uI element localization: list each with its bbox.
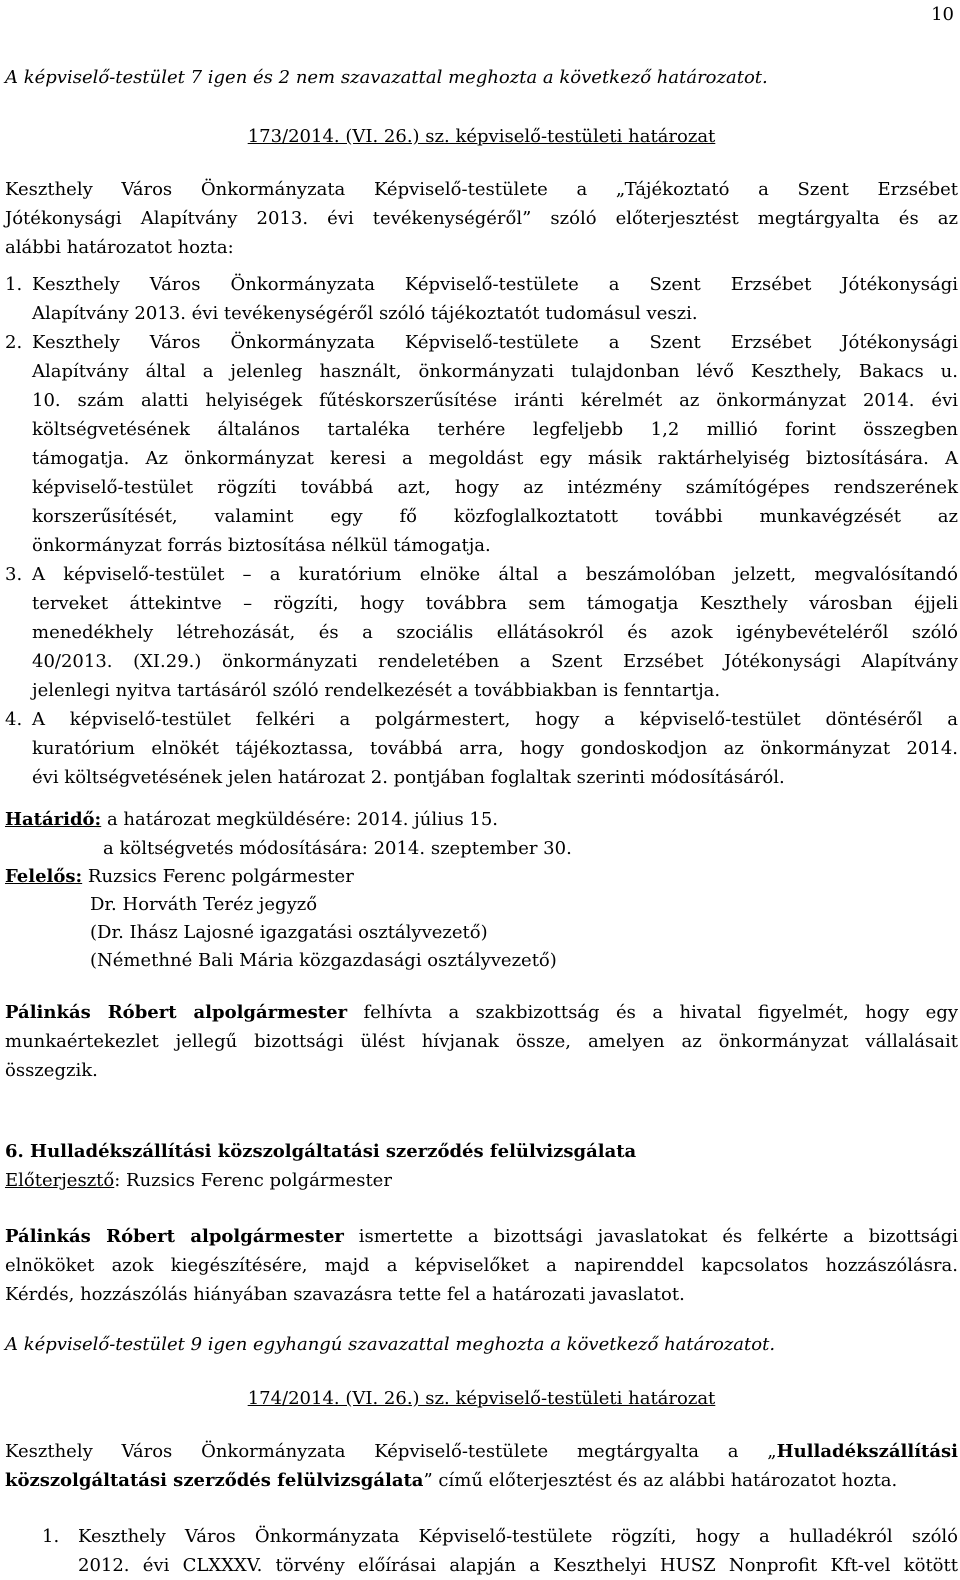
responsible-4: (Némethné Bali Mária közgazdasági osztályvezető) (90, 950, 557, 971)
speaker-name: Pálinkás Róbert alpolgármester (5, 1002, 348, 1023)
section-6-heading: 6. Hulladékszállítási közszolgáltatási szerződés felülvizsgálata (5, 1141, 637, 1162)
item-number: 4. (5, 709, 23, 730)
resolution-173-title: 173/2014. (VI. 26.) sz. képviselő-testületi határozat (247, 126, 716, 147)
paragraph-line: összegzik. (5, 1060, 98, 1081)
deadline-label: Határidő: (5, 809, 102, 830)
item-line: A képviselő-testület – a kuratórium elnöke által a beszámolóban jelzett, megvalósítandó (32, 564, 958, 585)
item-line: Keszthely Város Önkormányzata Képviselő-testülete rögzíti, hogy a hulladékról szóló (78, 1526, 958, 1547)
item-line: jelenlegi nyitva tartásáról szóló rendelkezését a továbbiakban is fenntartja. (32, 680, 721, 701)
item-line: 40/2013. (XI.29.) önkormányzati rendeletében a Szent Erzsébet Jótékonysági Alapítvány (32, 651, 958, 672)
item-line: A képviselő-testület felkéri a polgármestert, hogy a képviselő-testület döntéséről a (32, 709, 958, 730)
item-number: 3. (5, 564, 23, 585)
paragraph-line: munkaértekezlet jellegű bizottsági ülést hívjanak össze, amelyen az önkormányzat vállalásait (5, 1031, 958, 1052)
item-line: Keszthely Város Önkormányzata Képviselő-testülete a Szent Erzsébet Jótékonysági (32, 274, 958, 295)
item-line: Keszthely Város Önkormányzata Képviselő-testülete a Szent Erzsébet Jótékonysági (32, 332, 958, 353)
item-number: 1. (42, 1526, 60, 1547)
responsible-label: Felelős: (5, 866, 83, 887)
item-line: önkormányzat forrás biztosítása nélkül támogatja. (32, 535, 491, 556)
vote-statement-2: A képviselő-testület 9 igen egyhangú szavazattal meghozta a következő határozatot. (5, 1334, 776, 1355)
responsible-1: Ruzsics Ferenc polgármester (87, 866, 354, 887)
item-line: képviselő-testület rögzíti továbbá azt, hogy az intézmény számítógépes rendszerének (32, 477, 958, 498)
item-line: támogatja. Az önkormányzat keresi a megoldást egy másik raktárhelyiség biztosítására. A (32, 448, 958, 469)
item-line: költségvetésének általános tartaléka terhére legfeljebb 1,2 millió forint összegben (32, 419, 958, 440)
item-line: 2012. évi CLXXXV. törvény előírásai alapján a Keszthelyi HUSZ Nonprofit Kft-vel kötött (78, 1555, 958, 1576)
item-line: 10. szám alatti helyiségek fűtéskorszerűsítése iránti kérelmét az önkormányzat 2014. évi (32, 390, 958, 411)
item-number: 2. (5, 332, 23, 353)
intro-line: alábbi határozatot hozta: (5, 237, 234, 258)
section-6-presenter: Előterjesztő: Ruzsics Ferenc polgármester (5, 1170, 392, 1191)
responsible-3: (Dr. Ihász Lajosné igazgatási osztályvezető) (90, 922, 488, 943)
speaker-name: Pálinkás Róbert alpolgármester (5, 1226, 344, 1247)
item-line: Alapítvány 2013. évi tevékenységéről szóló tájékoztatót tudomásul veszi. (32, 303, 698, 324)
responsible-2: Dr. Horváth Teréz jegyző (90, 894, 318, 915)
deadline-2: a költségvetés módosítására: 2014. szeptember 30. (103, 838, 572, 859)
item-line: évi költségvetésének jelen határozat 2. pontjában foglaltak szerinti módosításáról. (32, 767, 785, 788)
paragraph-line: Kérdés, hozzászólás hiányában szavazásra tette fel a határozati javaslatot. (5, 1284, 685, 1305)
intro-line: Keszthely Város Önkormányzata Képviselő-testülete a „Tájékoztató a Szent Erzsébet (5, 179, 958, 200)
item-line: korszerűsítését, valamint egy fő közfoglalkoztatott további munkavégzését az (32, 506, 958, 527)
vote-statement-1: A képviselő-testület 7 igen és 2 nem szavazattal meghozta a következő határozatot. (5, 67, 768, 88)
item-line: menedékhely létrehozását, és a szociális ellátásokról és azok igénybevételéről szóló (32, 622, 958, 643)
item-line: terveket áttekintve – rögzíti, hogy továbbra sem támogatja Keszthely városban éjjeli (32, 593, 958, 614)
item-line: kuratórium elnökét tájékoztassa, továbbá arra, hogy gondoskodjon az önkormányzat 2014. (32, 738, 958, 759)
item-line: Alapítvány által a jelenleg használt, önkormányzati tulajdonban lévő Keszthely, Bakacs u. (32, 361, 958, 382)
item-number: 1. (5, 274, 23, 295)
page-number: 10 (931, 4, 954, 25)
resolution-174-title: 174/2014. (VI. 26.) sz. képviselő-testületi határozat (247, 1388, 716, 1409)
intro-line: Jótékonysági Alapítvány 2013. évi tevékenységéről” szóló előterjesztést megtárgyalta és az (5, 208, 958, 229)
deadline-1: a határozat megküldésére: 2014. július 15. (106, 809, 499, 830)
paragraph-line: elnököket azok kiegészítésére, majd a képviselőket a napirenddel kapcsolatos hozzászólásra. (5, 1255, 958, 1276)
